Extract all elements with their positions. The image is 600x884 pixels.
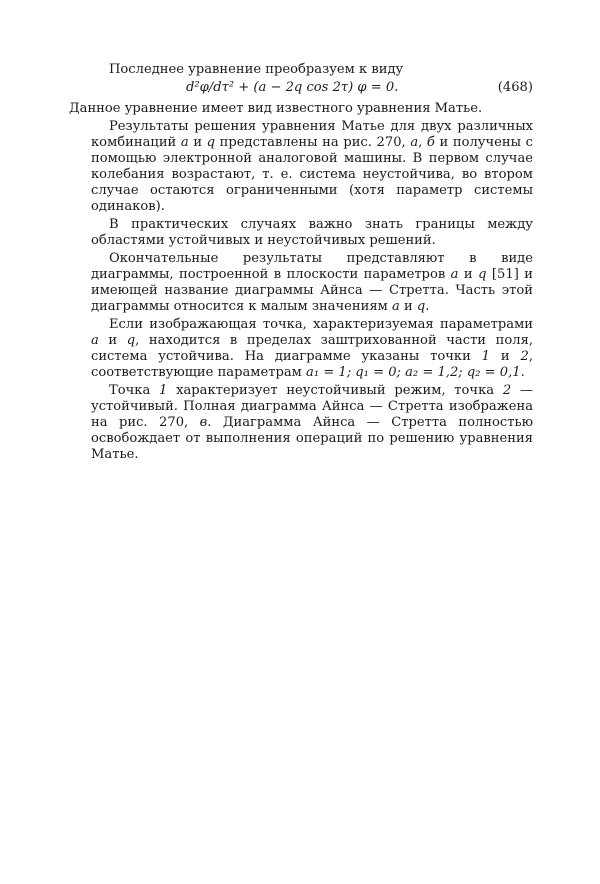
equation-number: (468) bbox=[497, 80, 533, 95]
equation-468 bbox=[91, 79, 533, 101]
paragraph-mathieu: Данное уравнение имеет вид известного уравнения Матье. bbox=[69, 101, 483, 116]
intro-line: Последнее уравнение преобразуем к виду bbox=[109, 62, 404, 77]
paragraph-conclusion: Точка 1 характеризует неустойчивый режим, точка 2 — устойчивый. Полная диаграмма Айнса — Стретта изображена на рис. 270, в. Диаграмма Айнса — Стретта полностью освобождает от выполнения операций по решению уравнения Матье. bbox=[91, 383, 534, 462]
paragraph-results: Результаты решения уравнения Матье для двух различных комбинаций a и q представлены на рис. 270, а, б и получены с помощью электронной аналоговой машины. В первом случае колебания возрастают, т. е. система неустойчива, во втором случае остаются ограниченными (хотя параметр системы одинаков). bbox=[91, 119, 534, 214]
paragraph-diagram: Окончательные результаты представляют в виде диаграммы, построенной в плоскости параметров a и q [51] и имеющей название диаграммы Айнса — Стретта. Часть этой диаграммы относится к малым значениям a и q. bbox=[91, 251, 533, 314]
paragraph-practical: В практических случаях важно знать границы между областями устойчивых и неустойчивых решений. bbox=[91, 217, 533, 248]
text-body bbox=[69, 62, 534, 463]
paragraph-point: Если изображающая точка, характеризуемая параметрами a и q, находится в пределах заштрихованной части поля, система устойчива. На диаграмме указаны точки 1 и 2, соответствующие параметрам a₁ = 1; q₁ = 0; a₂ = 1,2; q₂ = 0,1. bbox=[91, 317, 533, 380]
equation-formula: d²φ/dτ² + (a − 2q cos 2τ) φ = 0. bbox=[186, 80, 399, 95]
